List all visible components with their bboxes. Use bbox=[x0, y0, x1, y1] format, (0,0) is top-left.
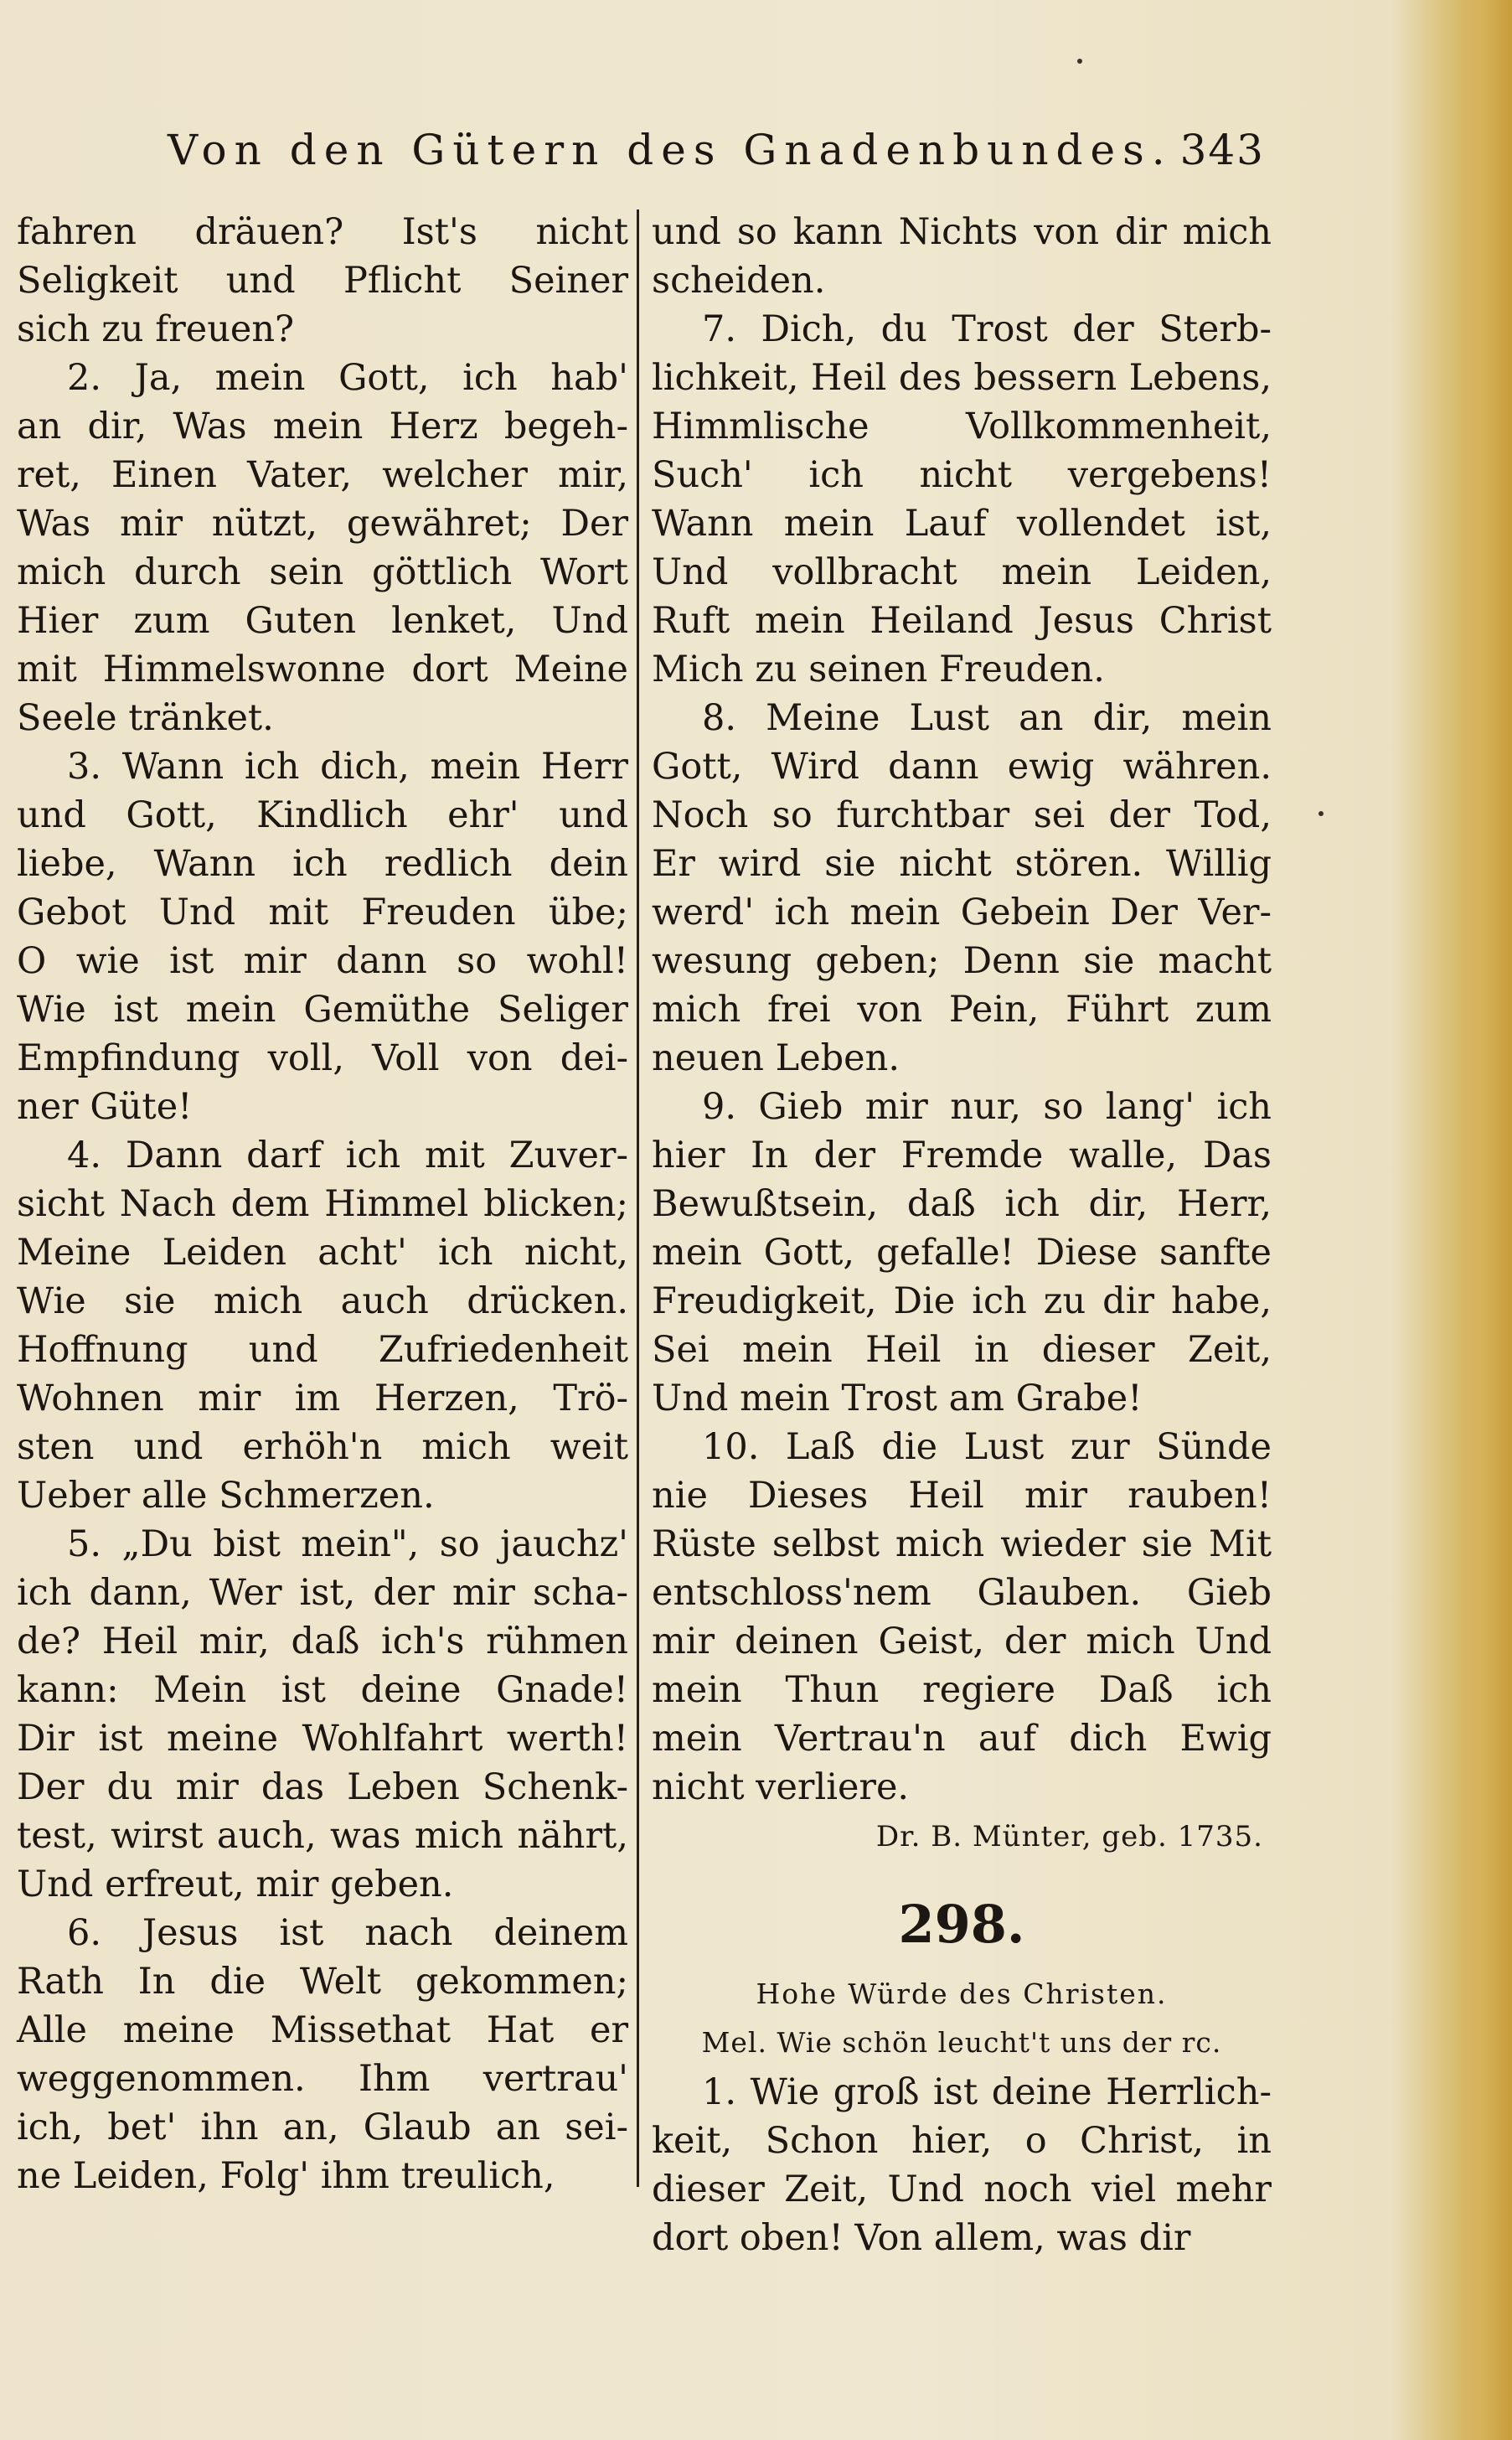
text-line: 8. Meine Lust an dir, mein bbox=[702, 697, 1272, 739]
page-number: 343 bbox=[1179, 126, 1265, 174]
next-hymn-verses bbox=[652, 2068, 1272, 2262]
left-column bbox=[17, 208, 628, 2200]
text-line: Seele tränket. bbox=[17, 697, 274, 739]
text-line: Himmlische Vollkommenheit, bbox=[652, 406, 1272, 447]
text-line: mein Thun regiere Daß ich bbox=[652, 1669, 1272, 1711]
text-line: an dir, Was mein Herz begeh- bbox=[17, 406, 628, 447]
text-line: de? Heil mir, daß ich's rühmen bbox=[17, 1621, 628, 1662]
text-line: weggenommen. Ihm vertrau' bbox=[17, 2058, 628, 2100]
text-line: Wie sie mich auch drücken. bbox=[17, 1280, 628, 1322]
text-line: 9. Gieb mir nur, so lang' ich bbox=[702, 1086, 1272, 1128]
text-line: 6. Jesus ist nach deinem bbox=[67, 1912, 628, 1954]
right-column-verses bbox=[652, 208, 1272, 1812]
hymn-title: Hohe Würde des Christen. bbox=[756, 1977, 1168, 2010]
text-line: Gott, Wird dann ewig währen. bbox=[652, 746, 1272, 788]
text-line: ich dann, Wer ist, der mir scha- bbox=[17, 1572, 628, 1614]
text-line: lichkeit, Heil des bessern Lebens, bbox=[652, 357, 1272, 399]
text-line: 4. Dann darf ich mit Zuver- bbox=[67, 1135, 628, 1176]
text-line: Ruft mein Heiland Jesus Christ bbox=[652, 600, 1272, 642]
ink-speck bbox=[1318, 811, 1324, 816]
text-line: Dir ist meine Wohlfahrt werth! bbox=[17, 1718, 628, 1760]
text-line: entschloss'nem Glauben. Gieb bbox=[652, 1572, 1272, 1614]
text-line: Meine Leiden acht' ich nicht, bbox=[17, 1232, 628, 1274]
text-line: ne Leiden, Folg' ihm treulich, bbox=[17, 2155, 555, 2197]
text-line: sten und erhöh'n mich weit bbox=[17, 1426, 628, 1468]
text-line: dort oben! Von allem, was dir bbox=[652, 2217, 1191, 2259]
text-line: mein Gott, gefalle! Diese sanfte bbox=[652, 1232, 1272, 1274]
text-line: sicht Nach dem Himmel blicken; bbox=[17, 1183, 628, 1225]
text-line: und so kann Nichts von dir mich bbox=[652, 211, 1272, 253]
text-line: Hier zum Guten lenket, Und bbox=[17, 600, 628, 642]
text-line: ner Güte! bbox=[17, 1086, 193, 1128]
text-line: sich zu freuen? bbox=[17, 308, 295, 350]
text-line: keit, Schon hier, o Christ, in bbox=[652, 2120, 1272, 2162]
text-line: Alle meine Missethat Hat er bbox=[17, 2009, 628, 2051]
text-line: kann: Mein ist deine Gnade! bbox=[17, 1669, 628, 1711]
text-line: Er wird sie nicht stören. Willig bbox=[652, 843, 1272, 885]
hymn-number: 298. bbox=[898, 1894, 1025, 1955]
text-line: nicht verliere. bbox=[652, 1766, 910, 1808]
text-line: O wie ist mir dann so wohl! bbox=[17, 940, 628, 982]
text-line: 1. Wie groß ist deine Herrlich- bbox=[702, 2071, 1272, 2113]
text-line: Seligkeit und Pflicht Seiner bbox=[17, 260, 628, 302]
text-line: Der du mir das Leben Schenk- bbox=[17, 1766, 628, 1808]
hymn-attribution: Dr. B. Münter, geb. 1735. bbox=[875, 1820, 1263, 1853]
text-line: fahren dräuen? Ist's nicht bbox=[17, 211, 628, 253]
ink-speck bbox=[1077, 59, 1082, 64]
text-line: scheiden. bbox=[652, 260, 826, 302]
text-line: 5. „Du bist mein", so jauchz' bbox=[67, 1523, 628, 1565]
text-line: hier In der Fremde walle, Das bbox=[652, 1135, 1272, 1176]
text-line: ich, bet' ihn an, Glaub an sei- bbox=[17, 2107, 628, 2148]
text-line: 3. Wann ich dich, mein Herr bbox=[67, 746, 628, 788]
text-line: ret, Einen Vater, welcher mir, bbox=[17, 454, 628, 496]
page-header bbox=[168, 126, 1265, 184]
page-edge bbox=[1453, 0, 1512, 2440]
text-line: mich frei von Pein, Führt zum bbox=[652, 989, 1272, 1031]
text-line: Und vollbracht mein Leiden, bbox=[652, 551, 1272, 593]
text-line: Bewußtsein, daß ich dir, Herr, bbox=[652, 1183, 1272, 1225]
running-title: Von den Gütern des Gnadenbundes. bbox=[168, 126, 1173, 174]
text-line: Und erfreut, mir geben. bbox=[17, 1864, 454, 1905]
text-line: Wie ist mein Gemüthe Seliger bbox=[17, 989, 628, 1031]
hymn-melody: Mel. Wie schön leucht't uns der rc. bbox=[701, 2026, 1222, 2059]
text-line: nie Dieses Heil mir rauben! bbox=[652, 1475, 1272, 1517]
text-line: neuen Leben. bbox=[652, 1037, 900, 1079]
text-line: Und mein Trost am Grabe! bbox=[652, 1378, 1143, 1419]
text-line: Empfindung voll, Voll von dei- bbox=[17, 1037, 628, 1079]
text-line: mein Vertrau'n auf dich Ewig bbox=[652, 1718, 1272, 1760]
text-line: mich durch sein göttlich Wort bbox=[17, 551, 628, 593]
text-line: 7. Dich, du Trost der Sterb- bbox=[702, 308, 1272, 350]
text-line: Was mir nützt, gewähret; Der bbox=[17, 503, 628, 545]
text-line: Wann mein Lauf vollendet ist, bbox=[652, 503, 1272, 545]
right-column bbox=[652, 208, 1272, 2262]
text-line: Hoffnung und Zufriedenheit bbox=[17, 1329, 628, 1371]
column-divider bbox=[637, 209, 639, 2187]
text-line: dieser Zeit, Und noch viel mehr bbox=[652, 2169, 1272, 2210]
text-line: test, wirst auch, was mich nährt, bbox=[17, 1815, 628, 1857]
text-line: Rüste selbst mich wieder sie Mit bbox=[652, 1523, 1272, 1565]
text-line: Rath In die Welt gekommen; bbox=[17, 1961, 628, 2003]
text-line: wesung geben; Denn sie macht bbox=[652, 940, 1272, 982]
text-line: Such' ich nicht vergebens! bbox=[652, 454, 1272, 496]
text-line: mir deinen Geist, der mich Und bbox=[652, 1621, 1272, 1662]
text-line: werd' ich mein Gebein Der Ver- bbox=[652, 892, 1272, 933]
text-line: Mich zu seinen Freuden. bbox=[652, 649, 1105, 690]
text-line: mit Himmelswonne dort Meine bbox=[17, 649, 628, 690]
text-line: und Gott, Kindlich ehr' und bbox=[17, 794, 628, 836]
text-line: Sei mein Heil in dieser Zeit, bbox=[652, 1329, 1272, 1371]
text-line: Freudigkeit, Die ich zu dir habe, bbox=[652, 1280, 1272, 1322]
text-line: 10. Laß die Lust zur Sünde bbox=[702, 1426, 1272, 1468]
text-line: 2. Ja, mein Gott, ich hab' bbox=[67, 357, 628, 399]
text-line: Noch so furchtbar sei der Tod, bbox=[652, 794, 1272, 836]
text-line: Ueber alle Schmerzen. bbox=[17, 1475, 435, 1517]
text-line: Gebot Und mit Freuden übe; bbox=[17, 892, 628, 933]
text-line: Wohnen mir im Herzen, Trö- bbox=[17, 1378, 628, 1419]
text-line: liebe, Wann ich redlich dein bbox=[17, 843, 628, 885]
